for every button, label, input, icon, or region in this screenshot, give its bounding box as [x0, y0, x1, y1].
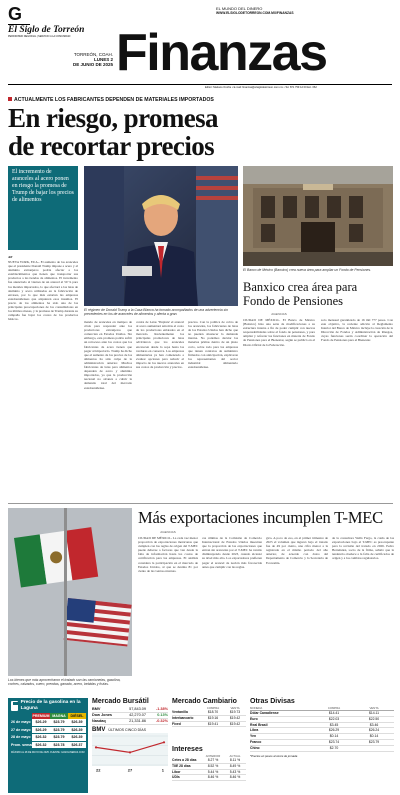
- cambiario-name: Interbancario: [172, 715, 194, 720]
- section-title: Finanzas: [116, 24, 327, 82]
- trump-photo-image: [84, 166, 238, 306]
- divisas-compra: $14.41: [328, 711, 340, 715]
- fuel-price-diesel: $26.39: [71, 735, 83, 740]
- divisas-compra: $23.74: [328, 739, 340, 744]
- cambiario-venta: $19.73: [229, 710, 241, 714]
- fuel-price-magna: $23.79: [53, 720, 65, 724]
- divisas-name: Libra: [250, 728, 259, 733]
- g-badge: G: [8, 5, 30, 25]
- intereses-row: [172, 775, 246, 781]
- fuel-price-premium: $26.32: [35, 735, 47, 740]
- trump-photo: [84, 166, 238, 306]
- tagline: EL MUNDO DEL DINERO WWW.ELSIGLODETORREON.COM.MX/FINANZAS: [216, 6, 294, 15]
- dateline-city: TORREÓN, COAH.: [73, 52, 113, 57]
- cambiario-compra: $19.41: [207, 721, 219, 726]
- banxico-byline: AGENCIAS: [271, 312, 287, 316]
- cambiario-row: [172, 722, 246, 728]
- cambiario-title: Mercado Cambiario: [172, 698, 237, 705]
- tmec-caption: Los bienes que más aprovecharon el tratado son las camionetas, gasolina, coches, calzados, cuero, prendas, ganado, acero, bebidas y frutas.: [8, 678, 121, 687]
- index-name: Dow Jones: [92, 713, 113, 717]
- divisas-venta: $0.14: [369, 734, 379, 739]
- cambiario-rows: [172, 710, 246, 727]
- index-value: 57,843.09: [129, 707, 146, 711]
- banxico-headline: Banxico crea área para Fondo de Pensiones: [243, 280, 358, 308]
- divisas-compra: $0.14: [329, 734, 339, 739]
- banxico-body-2: solo mensual garantizado de 16 mil 777 pesos. Con este objetivo, la reciente adición al Reglamento Interior del Banco de México incluye la creación de la Dirección de Fondos y Administración de Riesgos, cuyas funciones serán coordinar la operación del Fondo de Pensiones para el Bienestar.: [321, 318, 393, 343]
- divisas-name: Chino: [250, 745, 260, 750]
- intereses-section: [172, 746, 246, 781]
- divisas-title: Otras Divisas: [250, 698, 295, 705]
- chart-x-tick: 1: [161, 767, 164, 773]
- divisas-name: Euro: [250, 716, 258, 721]
- index-change: -1.38%: [155, 707, 168, 711]
- section-credits: Editor: Mariano Onofre • E-mail: finanzas@elsiglodetorreon.com.mx • Tel. 871 759 12 00 Ext. 062: [205, 86, 317, 89]
- index-name: Nasdaq: [92, 719, 106, 723]
- cambiario-section: [172, 698, 246, 727]
- chart-plot-area: [92, 733, 168, 766]
- intereses-actual: 8.11 %: [229, 758, 241, 762]
- fuel-row-label: Prom. semanal: [11, 742, 37, 747]
- lead-body-2: mando de aranceles en tiempos de crisis para responder ante los productores extranjeros que comercian en Estados Unidos. Sin embargo, esta promesa podría sufrir un retroceso ante los costos que los fabricantes de acero tienen que pagar al importarlo. Trump ha dicho que el aumento de los precios de los alimentos ha sido culpa de la administración anterior. Muchos fabricantes de latas para alimentos dependen de acero y aluminio importados, ya que la producción nacional no alcanza a cubrir la demanda total del mercado estadounidense.: [84, 320, 132, 390]
- intereses-actual: 8.46 %: [229, 775, 241, 780]
- index-value: 21,331.86: [129, 719, 146, 723]
- divisas-rows: [250, 711, 394, 752]
- tmec-body-2: cas últimas de la Comisión de Comercio Internacional de Estados Unidos muestran que la proporción de las exportaciones que entran sin aranceles por el T-MEC ha venido disminuyendo desde 2023, cuando alcanzó su nivel más alto. Los exportadores prefieren pagar el arancel de nación más favorecida antes que cumplir con las reglas.: [202, 536, 262, 569]
- cambiario-compra: $18.70: [207, 710, 219, 714]
- cambiario-venta: $19.42: [229, 721, 241, 726]
- fuel-price-premium: $26.29: [35, 727, 47, 732]
- cambiario-compra: $19.16: [207, 715, 219, 720]
- divisas-venta: $23.79: [368, 739, 380, 744]
- intereses-actual: 5.43 %: [229, 769, 241, 774]
- chart-point: [129, 751, 131, 753]
- tmec-flags-image: [8, 508, 132, 676]
- dateline-day: LUNES 2: [93, 57, 113, 63]
- intereses-anterior: 8.52 %: [207, 763, 219, 768]
- intereses-title: Intereses: [172, 746, 203, 753]
- divisas-compra: $26.29: [328, 728, 340, 733]
- bursatil-rows: [92, 707, 168, 725]
- cambiario-header-row: COMPRA VENTA: [206, 706, 240, 710]
- fuel-footer: MÁXIMO AL 28 DE MAYO DE 2025. FUENTE: GASOLINERAS.COM: [11, 751, 85, 755]
- intereses-actual: 8.49 %: [229, 763, 241, 768]
- fuel-premium-header: PREMIUM: [32, 714, 50, 718]
- lead-body-3: contra de Latas 'Tinplate' el arancel al acero aumentará aún más el costo de los productores enlatados en el mercado. Recientemente los principales productores de latas advirtieron que los aranceles encarecen desde la sopa hasta las verduras en conserva. Las empresas alimentarias ya han comenzado a evaluar opciones para reducir el impacto de los nuevos aranceles en sus costos de producción y precios.: [136, 320, 184, 370]
- divisas-name: Real Brasil: [250, 722, 268, 727]
- dateline-date: DE JUNIO DE 2025: [72, 62, 113, 68]
- tmec-photo: [8, 508, 132, 676]
- intereses-rows: [172, 758, 246, 781]
- banxico-photo: [243, 166, 393, 266]
- banxico-caption: El Banco de México (Banxico) crea nueva área para ampliar un Fondo de Pensiones.: [243, 268, 372, 272]
- fuel-price-diesel: $26.39: [71, 720, 83, 724]
- fuel-box: [8, 698, 88, 793]
- fuel-row: [10, 719, 86, 727]
- divisas-name: Yen: [250, 734, 257, 739]
- bursatil-title: Mercado Bursátil: [92, 698, 149, 705]
- fuel-table: [10, 713, 86, 749]
- fuel-price-magna: $23.78: [53, 742, 65, 747]
- cambiario-name: Fixed: [172, 721, 181, 726]
- logo-subtext: PERIODISMO REGIONAL | SERVICIO A LA COMUNIDAD: [8, 35, 71, 38]
- bursatil-section: [92, 698, 168, 793]
- divisas-section: [250, 698, 394, 758]
- logo: [8, 25, 88, 38]
- mid-rule: [8, 503, 393, 504]
- intereses-name: Libor: [172, 769, 181, 774]
- logo-text: El Siglo de Torreón: [8, 25, 85, 35]
- intereses-anterior: 8.27 %: [207, 758, 219, 762]
- fuel-row: [10, 734, 86, 742]
- fuel-diesel-header: DIÉSEL: [68, 713, 86, 719]
- intereses-anterior: 5.44 %: [207, 769, 219, 774]
- banxico-body-1: CIUDAD DE MÉXICO.- El Banco de México (Banxico) hizo una serie de modificaciones a su estructura interna a fin de poder cumplir con nuevas responsabilidades sobre el fondo de pensiones, y para ampliar y reforzar las funciones en materia de Fondo de Pensiones para el Bienestar, según se publicó en el Diario Oficial de la Federación.: [243, 318, 315, 347]
- lead-deck: El incremento de aranceles al acero ponen en riesgo la promesa de Trump de bajar los precios de alimentos: [8, 166, 78, 250]
- lead-byline: AP: [8, 255, 13, 259]
- divisas-venta: $26.24: [368, 728, 380, 733]
- lead-caption: El régimen de Donald Trump a la Casa Blanca ha tomado acompañados de una advertencia sin precedentes en los de aranceles de alimentos y afecta a gran.: [84, 308, 228, 317]
- lead-body-1: NUEVA YORK, EUA.- El aumento de los aranceles que el presidente Donald Trump impone a acero y al aluminio extranjeros podría afectar a los establecimientos que tienen que transportar sus productos a las tiendas de alimentos. El incremento fue anunciado al viernes de un arancel al 50 % para los metales importados, lo que afectará a las latas de aluminio y acero utilizadas en la fabricación de envases, por lo que más estarían las empresas estadounidenses que adquieren esos insumos. El precio de los alimentos ha sido una de las principales preocupaciones de los consumidores en los últimos meses, y la promesa de Trump durante su campaña fue bajar los costos de los productos básicos.: [8, 260, 78, 322]
- tmec-body-3: gica. A poco de eso, en el primer trimestre de 2025 el volumen que ingresó bajo el tratado fue de 49 por ciento, una cifra menor a la registrada en el mismo periodo del año anterior, de acuerdo con datos del Departamento de Comercio y la Secretaría de Economía.: [266, 536, 328, 565]
- lead-body-4: precios. Con la política de cobro de los aranceles, los fabricantes de latas de los Estados Unidos han dicho que no pueden abastecer la demanda interna. No podemos desviar las materias primas dentro de un plazo corto, sobre todo para las empresas que tienen contratos de suministro firmados con anticipación, explicaron los representantes del sector industrial alimentario estadounidense.: [188, 320, 238, 370]
- chart-x-tick: 27: [127, 767, 133, 773]
- chart-point: [95, 746, 97, 748]
- fuel-price-magna: $23.79: [53, 727, 65, 732]
- dateline: [57, 52, 113, 68]
- divisas-compra: $2.70: [329, 745, 339, 750]
- divisas-name: Franco: [250, 739, 262, 744]
- fuel-row: [10, 742, 86, 750]
- cambiario-venta: $19.42: [229, 715, 241, 720]
- fuel-price-premium: $26.32: [35, 742, 47, 747]
- divisas-header-row: MONEDA COMPRA VENTA: [250, 706, 394, 711]
- tmec-headline: Más exportaciones incumplen T-MEC: [138, 508, 383, 527]
- divisas-name: Dólar Canadiense: [250, 711, 279, 715]
- kicker-square: [8, 97, 12, 101]
- bursatil-chart-subtitle: ÚLTIMOS CINCO DÍAS: [108, 728, 147, 732]
- index-name: BMV: [92, 707, 101, 711]
- fuel-title: Precio de la gasolina en la Laguna: [20, 700, 81, 711]
- fuel-row: [10, 727, 86, 735]
- divisas-row: [250, 746, 394, 752]
- fuel-title-row: [8, 698, 88, 713]
- fuel-row-label: 27 de mayo: [11, 727, 31, 732]
- fuel-row-label: 28 de mayo: [11, 735, 31, 740]
- banxico-photo-image: [243, 166, 393, 266]
- index-change: -0.32%: [155, 719, 168, 723]
- fuel-price-diesel: $26.37: [71, 742, 83, 747]
- fuel-row-label: 26 de mayo: [11, 720, 31, 724]
- fuel-price-diesel: $26.39: [71, 727, 83, 732]
- fuel-price-premium: $26.29: [35, 720, 47, 724]
- chart-x-tick: 22: [96, 767, 101, 773]
- divisas-venta: $22.50: [368, 716, 380, 721]
- tmec-body-1: CIUDAD DE MÉXICO.- La cada vez menor proporción de exportaciones mexicanas que cumplen con las reglas de origen del T-MEC puede deberse a factores que van desde la falta de información hasta los costos de certificación para las empresas. El análisis considera la participación en el mercado de Estados Unidos, al que se destina 81 por ciento de las ventas externas.: [138, 536, 198, 573]
- index-change: 0.13%: [157, 713, 168, 717]
- bursatil-row: [92, 719, 168, 725]
- fuel-pump-icon: [11, 701, 18, 711]
- divisas-venta: [354, 746, 394, 751]
- intereses-anterior: 8.46 %: [207, 775, 219, 780]
- fuel-price-magna: $23.79: [53, 735, 65, 740]
- cambiario-name: Ventanilla: [172, 710, 188, 714]
- lead-headline: En riesgo, promesa de recortar precios: [8, 103, 218, 161]
- divisas-compra: $22.03: [328, 716, 340, 721]
- tmec-body-4: de la consultora Wells Fargo, la caída de las exportaciones bajo el T-MEC es preocupante para la revisión del tratado en 2026. Pedro Hernández, socio de la firma, señaló que la tendencia obedece a la falta de certificados de origen y a los cambios regulatorios.: [332, 536, 394, 561]
- chart-point: [163, 741, 165, 743]
- masthead-rule: [8, 84, 392, 85]
- fuel-rows: [10, 719, 86, 749]
- divisas-note: *Precios en pesos al cierre de jornada: [250, 753, 298, 758]
- divisas-venta: $14.11: [368, 711, 380, 715]
- tmec-byline: AGENCIAS: [160, 530, 176, 534]
- intereses-name: UDIs: [172, 775, 180, 780]
- bursatil-chart-title: BMV: [92, 727, 106, 733]
- divisas-compra: $3.45: [329, 722, 339, 727]
- intereses-name: TIIE 28 días: [172, 763, 191, 768]
- lead-kicker: ACTUALMENTE LOS FABRICANTES DEPENDEN DE MATERIALES IMPORTADOS: [8, 97, 398, 103]
- bmv-line-chart: [92, 733, 168, 773]
- intereses-name: Cetes a 28 días: [172, 758, 197, 762]
- index-value: 42,270.07: [129, 713, 146, 717]
- fuel-magna-header: MAGNA: [50, 713, 68, 719]
- intereses-header-row: ANTERIOR ACTUAL: [205, 754, 241, 758]
- divisas-venta: $3.46: [369, 722, 379, 727]
